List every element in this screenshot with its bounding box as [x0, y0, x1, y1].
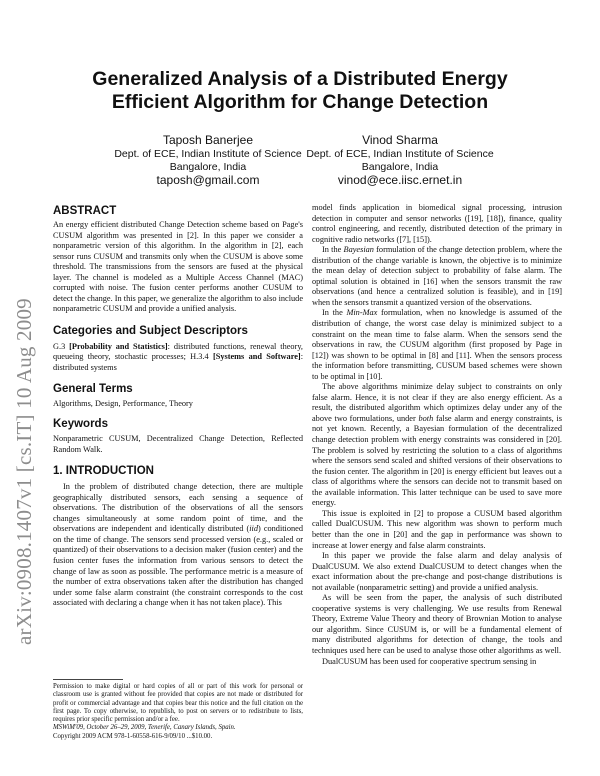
- keywords-text: Nonparametric CUSUM, Decentralized Change Detection, Reflected Random Walk.: [53, 434, 303, 454]
- author-city: Bangalore, India: [361, 160, 439, 173]
- body-text: In the: [322, 245, 344, 255]
- author-block: [280, 133, 520, 188]
- category-name: [Probability and Statistics]: [69, 341, 168, 351]
- intro-text: ) conditioned on the time of change. The sensors send processed version (e.g., scaled or quantized) of their observations to a decision maker (fusion center) and the fusion center fuses the information from various sensors to detect the change of law as soon as possible. The performance metric is a measure of the number of extra observations taken after the distribution has changed under some false alarm constraint (the constraint corresponds to the cost associated with declaring a change when it has not taken place). This: [53, 524, 303, 608]
- category-code: G.3: [53, 341, 70, 351]
- introduction-paragraph: [53, 482, 303, 609]
- intro-iid: iid: [249, 524, 258, 534]
- footnote-rule: [53, 679, 123, 680]
- body-paragraph: [312, 308, 562, 382]
- body-emphasis: Min-Max: [346, 308, 378, 318]
- body-text: formulation of the change detection problem, where the distribution of the change variable is known, the objective is to minimize the mean delay of detection subject to probability of false alarm. The optimal solution is obtained in [16] when the sensors transmit the raw observations (and hence a centralized solution is feasible), and in [19] when the sensors transmit a quantized version of the observations.: [312, 245, 563, 307]
- body-paragraph: DualCUSUM has been used for cooperative spectrum sensing in: [322, 656, 537, 666]
- abstract-text: An energy efficient distributed Change Detection scheme based on Page's CUSUM algorithm was presented in [2]. In this paper we consider a nonparametric version of this algorithm. In the algorithm in [2], each sensor runs CUSUM and transmits only when the CUSUM is above some threshold. The transmissions from the sensors are fused at the physical layer. The channel is modeled as a Multiple Access Channel (MAC) corrupted with noise. The fusion center performs another CUSUM to detect the change. In this paper, we generalize the algorithm to also include nonparametric CUSUM and provide a unified analysis.: [53, 220, 303, 314]
- terms-text: Algorithms, Design, Performance, Theory: [53, 398, 193, 408]
- author-name: Vinod Sharma: [362, 133, 438, 147]
- categories-heading: Categories and Subject Descriptors: [53, 324, 248, 337]
- paper-title: Generalized Analysis of a Distributed Energy Efficient Algorithm for Change Detection: [92, 68, 508, 113]
- author-city: Bangalore, India: [169, 160, 247, 173]
- copyright-line: Copyright 2009 ACM 978-1-60558-616-9/09/10 ...$10.00.: [53, 732, 213, 740]
- body-paragraph: model finds application in biomedical signal processing, intrusion detection in computer and sensor networks ([19], [18]), finance, quality control engineering, and recently, distributed detection of the primary in cognitive radio networks ([7], [15]).: [312, 203, 562, 244]
- keywords-heading: Keywords: [53, 418, 108, 431]
- body-emphasis: both: [418, 413, 434, 423]
- author-email: vinod@ece.iisc.ernet.in: [337, 173, 463, 187]
- body-paragraph: In this paper we provide the false alarm and delay analysis of DualCUSUM. We also extend DualCUSUM to detect changes when the exact information about the pre-change and post-change distributions is not available (nonparametric setting) and provide a unified analysis.: [312, 551, 562, 592]
- category-name: [Systems and Software]: [212, 352, 301, 362]
- body-paragraph: As will be seen from the paper, the analysis of such distributed cooperative systems is very challenging. We use results from Renewal Theory, Extreme Value Theory and theory of Brownian Motion to analyse our algorithm. Since CUSUM is, or will be a fundamental element of many distributed algorithms for detection of change, the tools and techniques used here can be used to analyse those other algorithms as well.: [312, 593, 562, 655]
- body-emphasis: Bayesian: [343, 245, 374, 255]
- intro-text: In the problem of distributed change detection, there are multiple geographically distributed sensors, each sensing a sequence of observations. The distribution of the observations of all the sensors changes simultaneously at some random point of time, and the observations are independent and identically distributed (: [53, 482, 303, 534]
- venue-text: MSWiM'09, October 26–29, 2009, Tenerife, Canary Islands, Spain.: [53, 724, 236, 732]
- copyright-notice: [53, 683, 303, 741]
- author-email: taposh@gmail.com: [156, 173, 260, 187]
- category-detail: : distributed functions, renewal theory, queueing theory, stochastic processes; H.3.4: [53, 341, 304, 362]
- body-paragraph: [312, 382, 562, 509]
- author-name: Taposh Banerjee: [162, 133, 254, 147]
- body-paragraph: [312, 245, 562, 308]
- left-column: [53, 204, 303, 609]
- body-text: In the: [322, 308, 347, 318]
- body-text: formulation, when no knowledge is assumed of the distribution of change, the worst case delay is minimized subject to a constraint on the mean time to false alarm. When the sensors send the observations in raw, the CUSUM algorithm (first proposed by Page in [12]) was shown to be optimal in [8] and [11]. When the sensors process the information before transmitting, CUSUM based schemes were shown to be optimal in [10].: [312, 308, 562, 381]
- category-detail: : distributed systems: [53, 352, 303, 373]
- author-affiliation: Dept. of ECE, Indian Institute of Science: [306, 148, 494, 160]
- abstract-heading: ABSTRACT: [53, 205, 117, 217]
- body-text: The above algorithms minimize delay subject to constraints on only false alarm. Hence, it is not clear if they are also energy efficient. As a result, the distributed algorithm which optimizes delay under any of the above two formulations, under: [312, 382, 562, 423]
- right-column: [312, 203, 562, 667]
- arxiv-identifier: arXiv:0908.1407v1 [cs.IT] 10 Aug 2009: [12, 298, 36, 645]
- author-affiliation: Dept. of ECE, Indian Institute of Science: [114, 148, 302, 160]
- body-paragraph: This issue is exploited in [2] to propose a CUSUM based algorithm called DualCUSUM. This new algorithm was shown to perform much better than the one in [20] and the gap in performance was shown to increase at lower energy and false alarm constraints.: [312, 508, 562, 550]
- permission-text: Permission to make digital or hard copies of all or part of this work for personal or classroom use is granted without fee provided that copies are not made or distributed for profit or commercial advantage and that copies bear this notice and the full citation on the first page. To copy otherwise, to republish, to post on servers or to redistribute to lists, requires prior specific permission and/or a fee.: [53, 683, 303, 724]
- categories-text: [53, 342, 303, 374]
- terms-heading: General Terms: [53, 382, 133, 395]
- introduction-heading: 1. INTRODUCTION: [53, 465, 154, 478]
- body-text: false alarm and energy constraints, is not yet known. Recently, a Bayesian formulation of the decentralized change detection problem with energy constraints was considered in [20]. The problem is solved by restricting the solution to a class of algorithms where the sensors send scaled and shifted versions of their observations to the fusion center. The algorithm in [20] is energy efficient but leaves out a class of algorithms where the sensors can decide not to transmit based on the available information. This latter technique can be used to save more energy.: [312, 413, 563, 508]
